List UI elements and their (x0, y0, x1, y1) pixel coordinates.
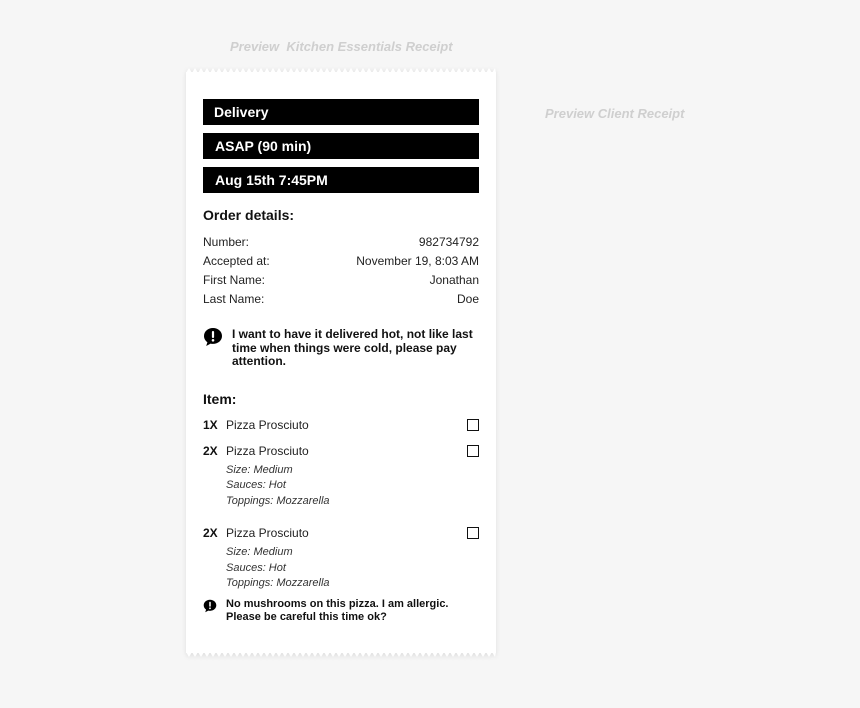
order-details-title: Order details: (203, 207, 295, 223)
item-modifier: Size: Medium (226, 463, 293, 476)
item-row (203, 441, 479, 461)
list-item (203, 523, 479, 624)
receipt-body (186, 72, 496, 653)
item-name: Pizza Prosciuto (226, 417, 309, 432)
item-modifier: Sauces: Hot (226, 561, 286, 574)
item-modifiers (203, 545, 479, 592)
item-note (203, 598, 479, 624)
detail-row-accepted-at (203, 252, 479, 271)
customer-note (203, 328, 479, 369)
order-details-list (203, 233, 479, 309)
detail-value: November 19, 8:03 AM (356, 254, 479, 268)
item-quantity: 1X (203, 417, 218, 432)
item-name: Pizza Prosciuto (226, 526, 309, 540)
customer-note-text: I want to have it delivered hot, not like last time when things were cold, please pay attention. (232, 327, 473, 368)
detail-value: Doe (456, 292, 479, 306)
item-row (203, 523, 479, 543)
speech-bubble-exclamation-icon (203, 327, 223, 347)
item-row (203, 415, 479, 435)
detail-value: Jonathan (429, 273, 479, 287)
detail-label: Number: (203, 235, 250, 249)
list-item (203, 415, 479, 435)
item-name: Pizza Prosciuto (226, 443, 309, 458)
receipt-content (203, 99, 479, 630)
item-quantity: 2X (203, 443, 218, 458)
item-modifier: Toppings: Mozzarella (226, 577, 330, 589)
item-checkbox[interactable] (467, 527, 479, 539)
item-checkbox[interactable] (467, 419, 479, 431)
receipt (186, 67, 496, 658)
item-note-text: No mushrooms on this pizza. I am allergic. Please be careful this time ok? (226, 597, 449, 623)
timing-bar: ASAP (90 min) (203, 133, 479, 159)
items-list (203, 415, 479, 624)
preview-kitchen-receipt-link[interactable]: Preview Kitchen Essentials Receipt (230, 39, 453, 54)
item-quantity: 2X (203, 526, 218, 540)
item-modifiers (203, 463, 479, 510)
detail-label: First Name: (203, 273, 266, 287)
preview-client-receipt-link[interactable]: Preview Client Receipt (545, 106, 685, 121)
detail-row-last-name (203, 290, 479, 309)
detail-value: 982734792 (418, 235, 479, 249)
detail-label: Accepted at: (203, 254, 270, 268)
detail-row-number (203, 233, 479, 252)
items-title: Item: (203, 390, 237, 407)
item-modifier: Toppings: Mozzarella (226, 494, 330, 507)
delivery-type-bar: Delivery (203, 99, 479, 125)
detail-label: Last Name: (203, 292, 265, 306)
item-modifier: Sauces: Hot (226, 479, 286, 491)
item-checkbox[interactable] (467, 445, 479, 457)
detail-row-first-name (203, 271, 479, 290)
receipt-torn-edge-bottom (186, 652, 496, 658)
list-item (203, 441, 479, 510)
datetime-bar: Aug 15th 7:45PM (203, 167, 479, 193)
speech-bubble-exclamation-icon (203, 599, 217, 613)
item-modifier: Size: Medium (226, 546, 293, 558)
